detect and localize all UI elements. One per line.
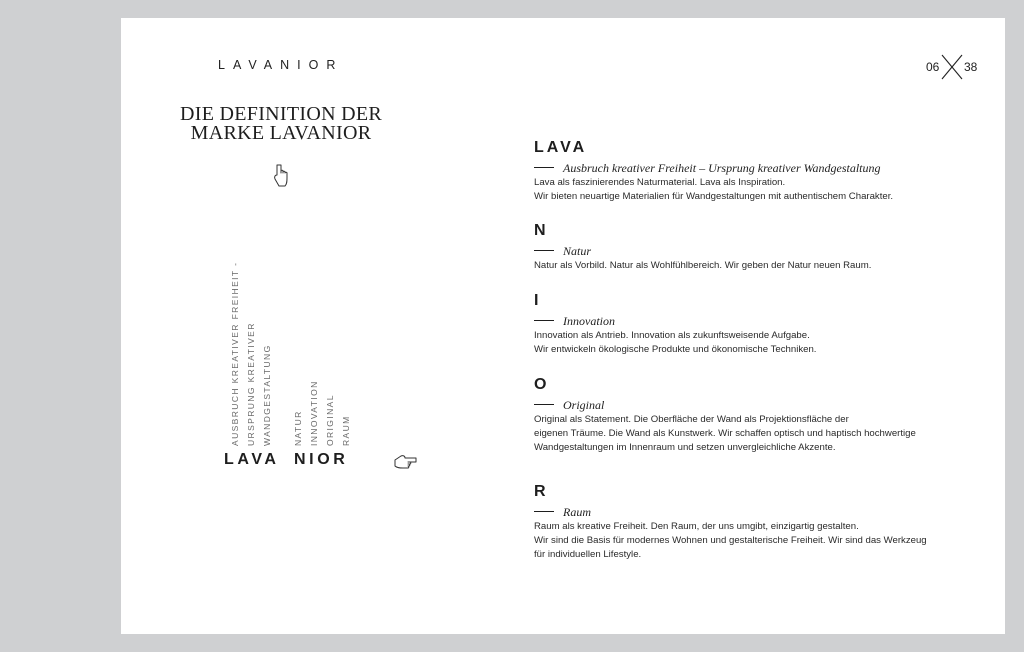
page-separator-cross-icon: [941, 54, 963, 80]
vertical-label: AUSBRUCH KREATIVER FREIHEIT -: [230, 261, 240, 446]
dash-divider: [534, 250, 554, 251]
section-heading: R: [534, 483, 549, 500]
page-counter: [926, 54, 982, 80]
definition-section-natur: [534, 221, 974, 273]
vertical-label: INNOVATION: [309, 380, 319, 446]
body-line: eigenen Träume. Die Wand als Kunstwerk. Wir schaffen optisch und haptisch hochwertige: [534, 428, 916, 439]
pointing-hand-right-icon: [393, 454, 417, 470]
wordmark-lava: LAVA: [224, 451, 280, 468]
definition-section-raum: [534, 482, 974, 562]
wordmark-nior: NIOR: [294, 451, 349, 468]
dash-divider: [534, 320, 554, 321]
section-heading: LAVA: [534, 139, 588, 156]
page-current: 06: [926, 60, 940, 74]
section-subtitle: [534, 504, 974, 520]
definition-section-innovation: [534, 291, 974, 357]
section-subtitle-text: Natur: [563, 244, 592, 258]
body-line: Wir entwickeln ökologische Produkte und ökonomische Techniken.: [534, 344, 817, 355]
dash-divider: [534, 511, 554, 512]
section-body: [534, 176, 974, 204]
section-heading: O: [534, 376, 550, 393]
section-subtitle-text: Ausbruch kreativer Freiheit – Ursprung kreativer Wandgestaltung: [563, 161, 881, 175]
body-line: Wandgestaltungen im Innenraum und setzen unvergleichliche Akzente.: [534, 442, 836, 453]
section-body: [534, 413, 974, 455]
section-subtitle-text: Original: [563, 398, 605, 412]
body-line: Innovation als Antrieb. Innovation als zukunftsweisende Aufgabe.: [534, 330, 810, 341]
brand-logo: LAVANIOR: [218, 58, 344, 72]
page-title: [161, 105, 401, 143]
body-line: Original als Statement. Die Oberfläche der Wand als Projektionsfläche der: [534, 414, 849, 425]
page-title-line-2: MARKE LAVANIOR: [190, 122, 372, 144]
section-body: [534, 259, 974, 273]
pointing-hand-down-icon: [273, 164, 289, 188]
body-line: Wir sind die Basis für modernes Wohnen und gestalterische Freiheit. Wir sind das Werkzeug: [534, 535, 927, 546]
vertical-label: ORIGINAL: [325, 394, 335, 446]
section-body: [534, 520, 974, 562]
body-line: für individuellen Lifestyle.: [534, 549, 642, 560]
dash-divider: [534, 167, 554, 168]
section-subtitle-text: Innovation: [563, 314, 615, 328]
body-line: Natur als Vorbild. Natur als Wohlfühlbereich. Wir geben der Natur neuen Raum.: [534, 260, 872, 271]
section-heading: N: [534, 222, 549, 239]
page-total: 38: [964, 60, 978, 74]
section-subtitle: [534, 160, 974, 176]
definition-section-original: [534, 375, 974, 455]
section-subtitle: [534, 397, 974, 413]
vertical-label: NATUR: [293, 410, 303, 446]
vertical-label: RAUM: [341, 415, 351, 446]
body-line: Wir bieten neuartige Materialien für Wandgestaltungen mit authentischem Charakter.: [534, 191, 894, 202]
section-subtitle-text: Raum: [563, 505, 591, 519]
body-line: Raum als kreative Freiheit. Den Raum, der uns umgibt, einzigartig gestalten.: [534, 521, 859, 532]
vertical-label: WANDGESTALTUNG: [262, 344, 272, 446]
page-title-line-1: DIE DEFINITION DER: [179, 103, 383, 125]
body-line: Lava als faszinierendes Naturmaterial. Lava als Inspiration.: [534, 177, 786, 188]
vertical-label: URSPRUNG KREATIVER: [246, 322, 256, 446]
section-subtitle: [534, 313, 974, 329]
section-heading: I: [534, 292, 542, 309]
definition-section-lava: [534, 138, 974, 204]
document-page: [121, 18, 1005, 634]
section-body: [534, 329, 974, 357]
section-subtitle: [534, 243, 974, 259]
dash-divider: [534, 404, 554, 405]
